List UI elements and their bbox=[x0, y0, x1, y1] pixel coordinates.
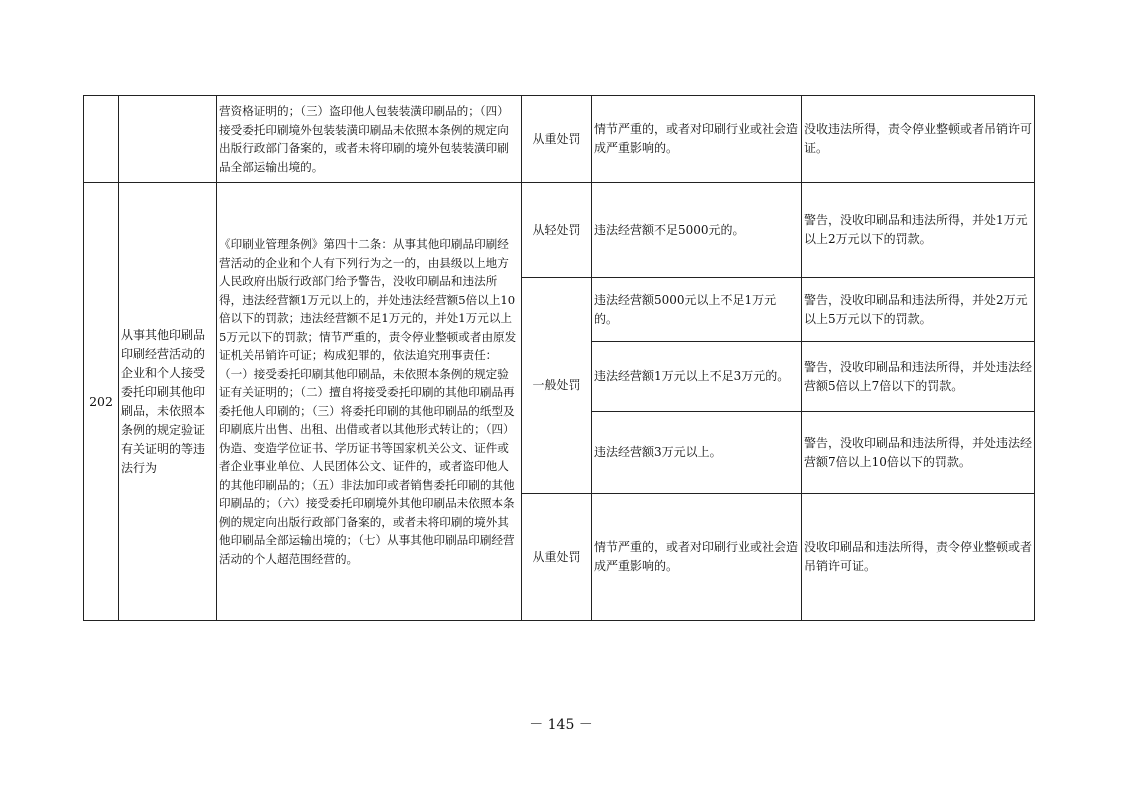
violation-name-cell: 从事其他印刷品印刷经营活动的企业和个人接受委托印刷其他印刷品，未依照本条例的规定验证有关证明的等违法行为 bbox=[119, 183, 217, 621]
penalty-standard-cell: 警告，没收印刷品和违法所得，并处2万元以上5万元以下的罚款。 bbox=[802, 278, 1035, 342]
penalty-level-cell: 从重处罚 bbox=[522, 96, 592, 183]
penalty-level-cell: 一般处罚 bbox=[522, 278, 592, 494]
penalty-standards-table bbox=[83, 95, 1035, 621]
violation-condition-cell: 违法经营额不足5000元的。 bbox=[592, 183, 802, 278]
table-row bbox=[84, 183, 1035, 278]
penalty-standard-cell: 警告，没收印刷品和违法所得，并处违法经营额5倍以上7倍以下的罚款。 bbox=[802, 342, 1035, 412]
penalty-standard-cell: 没收违法所得，责令停业整顿或者吊销许可证。 bbox=[802, 96, 1035, 183]
page-number: － 145 － bbox=[529, 717, 593, 733]
item-number-cell bbox=[84, 96, 119, 183]
penalty-standard-cell: 警告，没收印刷品和违法所得，并处违法经营额7倍以上10倍以下的罚款。 bbox=[802, 412, 1035, 494]
violation-condition-cell: 违法经营额3万元以上。 bbox=[592, 412, 802, 494]
table-row bbox=[84, 96, 1035, 183]
legal-basis-cell: 《印刷业管理条例》第四十二条：从事其他印刷品印刷经营活动的企业和个人有下列行为之一的，由县级以上地方人民政府出版行政部门给予警告，没收印刷品和违法所得，违法经营额1万元以上的，并处违法经营额5倍以上10倍以下的罚款；违法经营额不足1万元的，并处1万元以上5万元以下的罚款；情节严重的，责令停业整顿或者由原发证机关吊销许可证；构成犯罪的，依法追究刑事责任：（一）接受委托印刷其他印刷品，未依照本条例的规定验证有关证明的；（二）擅自将接受委托印刷的其他印刷品再委托他人印刷的；（三）将委托印刷的其他印刷品的纸型及印刷底片出售、出租、出借或者以其他形式转让的；（四）伪造、变造学位证书、学历证书等国家机关公文、证件或者企业事业单位、人民团体公文、证件的，或者盗印他人的其他印刷品的；（五）非法加印或者销售委托印刷的其他印刷品的；（六）接受委托印刷境外其他印刷品未依照本条例的规定向出版行政部门备案的，或者未将印刷的境外其他印刷品全部运输出境的；（七）从事其他印刷品印刷经营活动的个人超范围经营的。 bbox=[217, 183, 522, 621]
penalty-level-cell: 从轻处罚 bbox=[522, 183, 592, 278]
violation-condition-cell: 违法经营额5000元以上不足1万元的。 bbox=[592, 278, 802, 342]
violation-name-cell bbox=[119, 96, 217, 183]
violation-condition-cell: 违法经营额1万元以上不足3万元的。 bbox=[592, 342, 802, 412]
violation-condition-cell: 情节严重的，或者对印刷行业或社会造成严重影响的。 bbox=[592, 494, 802, 621]
penalty-level-cell: 从重处罚 bbox=[522, 494, 592, 621]
penalty-standard-cell: 警告，没收印刷品和违法所得，并处1万元以上2万元以下的罚款。 bbox=[802, 183, 1035, 278]
item-number-cell: 202 bbox=[84, 183, 119, 621]
violation-condition-cell: 情节严重的，或者对印刷行业或社会造成严重影响的。 bbox=[592, 96, 802, 183]
legal-basis-cell: 营资格证明的；（三）盗印他人包装装潢印刷品的；（四）接受委托印刷境外包装装潢印刷品未依照本条例的规定向出版行政部门备案的，或者未将印刷的境外包装装潢印刷品全部运输出境的。 bbox=[217, 96, 522, 183]
penalty-standard-cell: 没收印刷品和违法所得，责令停业整顿或者吊销许可证。 bbox=[802, 494, 1035, 621]
